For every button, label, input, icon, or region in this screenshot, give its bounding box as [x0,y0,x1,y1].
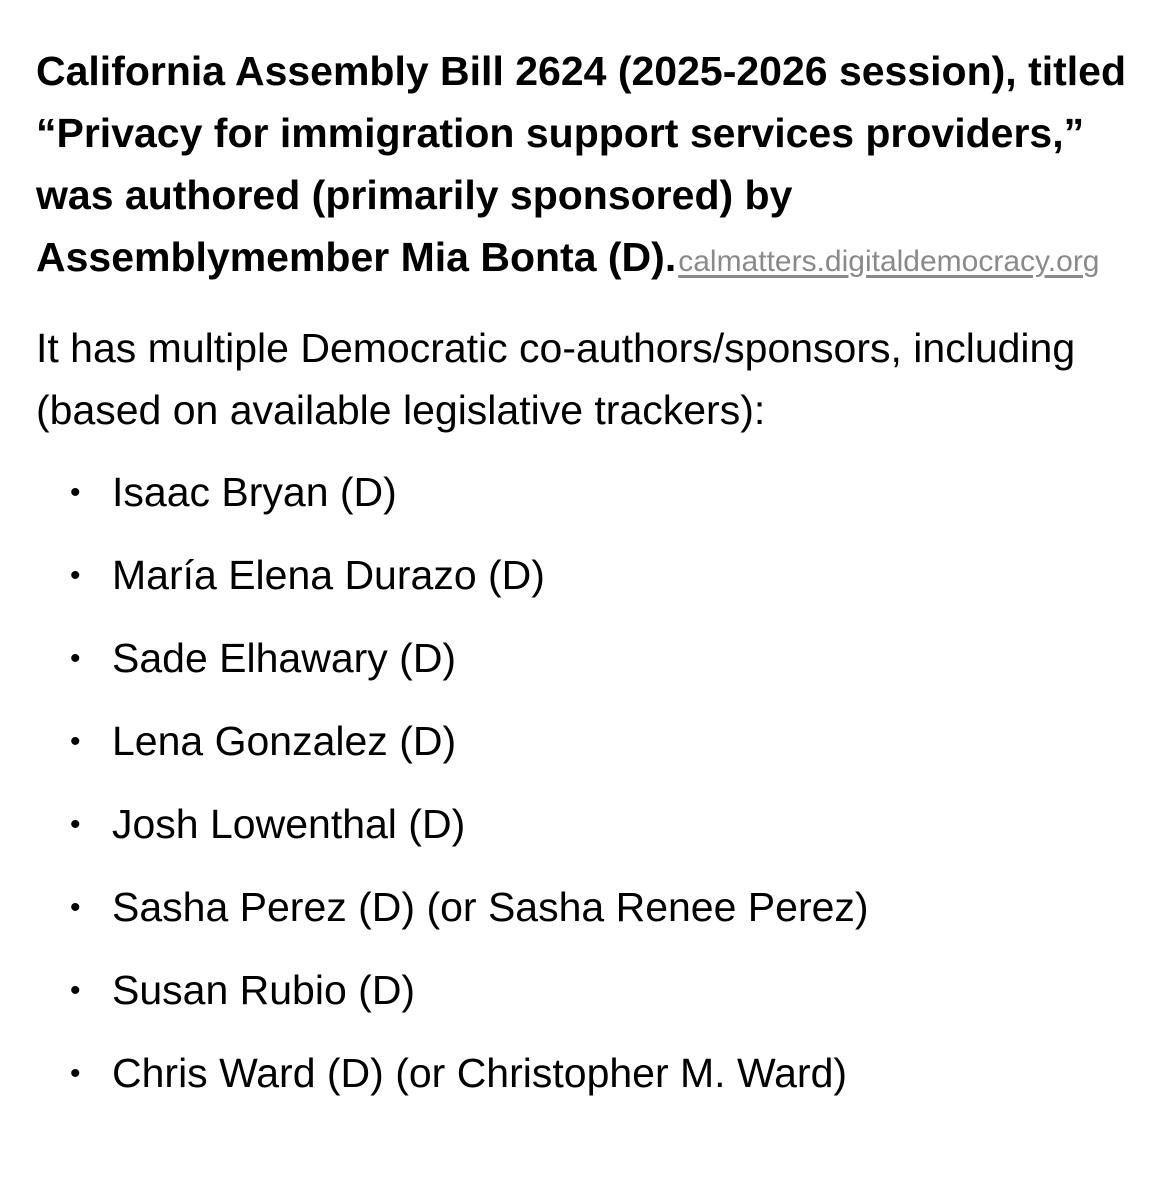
bullet-icon: • [70,559,81,592]
cosponsor-name: Sasha Perez (D) (or Sasha Renee Perez) [112,884,869,930]
list-item [36,617,1126,700]
bullet-icon: • [70,974,81,1007]
cosponsor-list [36,451,1126,1115]
list-item [36,783,1126,866]
intro-paragraph: It has multiple Democratic co-authors/sponsors, including (based on available legislative trackers): [36,325,1076,433]
document-body [36,40,1126,1115]
list-item [36,1032,1126,1115]
list-item [36,866,1126,949]
lead-paragraph [36,40,1126,293]
bullet-icon: • [70,642,81,675]
cosponsor-name: Josh Lowenthal (D) [112,801,466,847]
lead-text: California Assembly Bill 2624 (2025-2026 session), titled “Privacy for immigration support services providers,” was authored (primarily sponsored) by Assemblymember Mia Bonta (D). [36,48,1127,280]
cosponsor-name: Susan Rubio (D) [112,967,416,1013]
bullet-icon: • [70,808,81,841]
list-item [36,949,1126,1032]
list-item [36,534,1126,617]
list-item [36,451,1126,534]
bullet-icon: • [70,1057,81,1090]
cosponsor-name: Isaac Bryan (D) [112,469,397,515]
cosponsor-name: Lena Gonzalez (D) [112,718,457,764]
bullet-icon: • [70,891,81,924]
bullet-icon: • [70,476,81,509]
cosponsor-name: Sade Elhawary (D) [112,635,457,681]
list-item [36,700,1126,783]
bullet-icon: • [70,725,81,758]
cosponsor-name: María Elena Durazo (D) [112,552,545,598]
cosponsor-name: Chris Ward (D) (or Christopher M. Ward) [112,1050,848,1096]
source-link[interactable]: calmatters.digitaldemocracy.org [678,245,1100,278]
